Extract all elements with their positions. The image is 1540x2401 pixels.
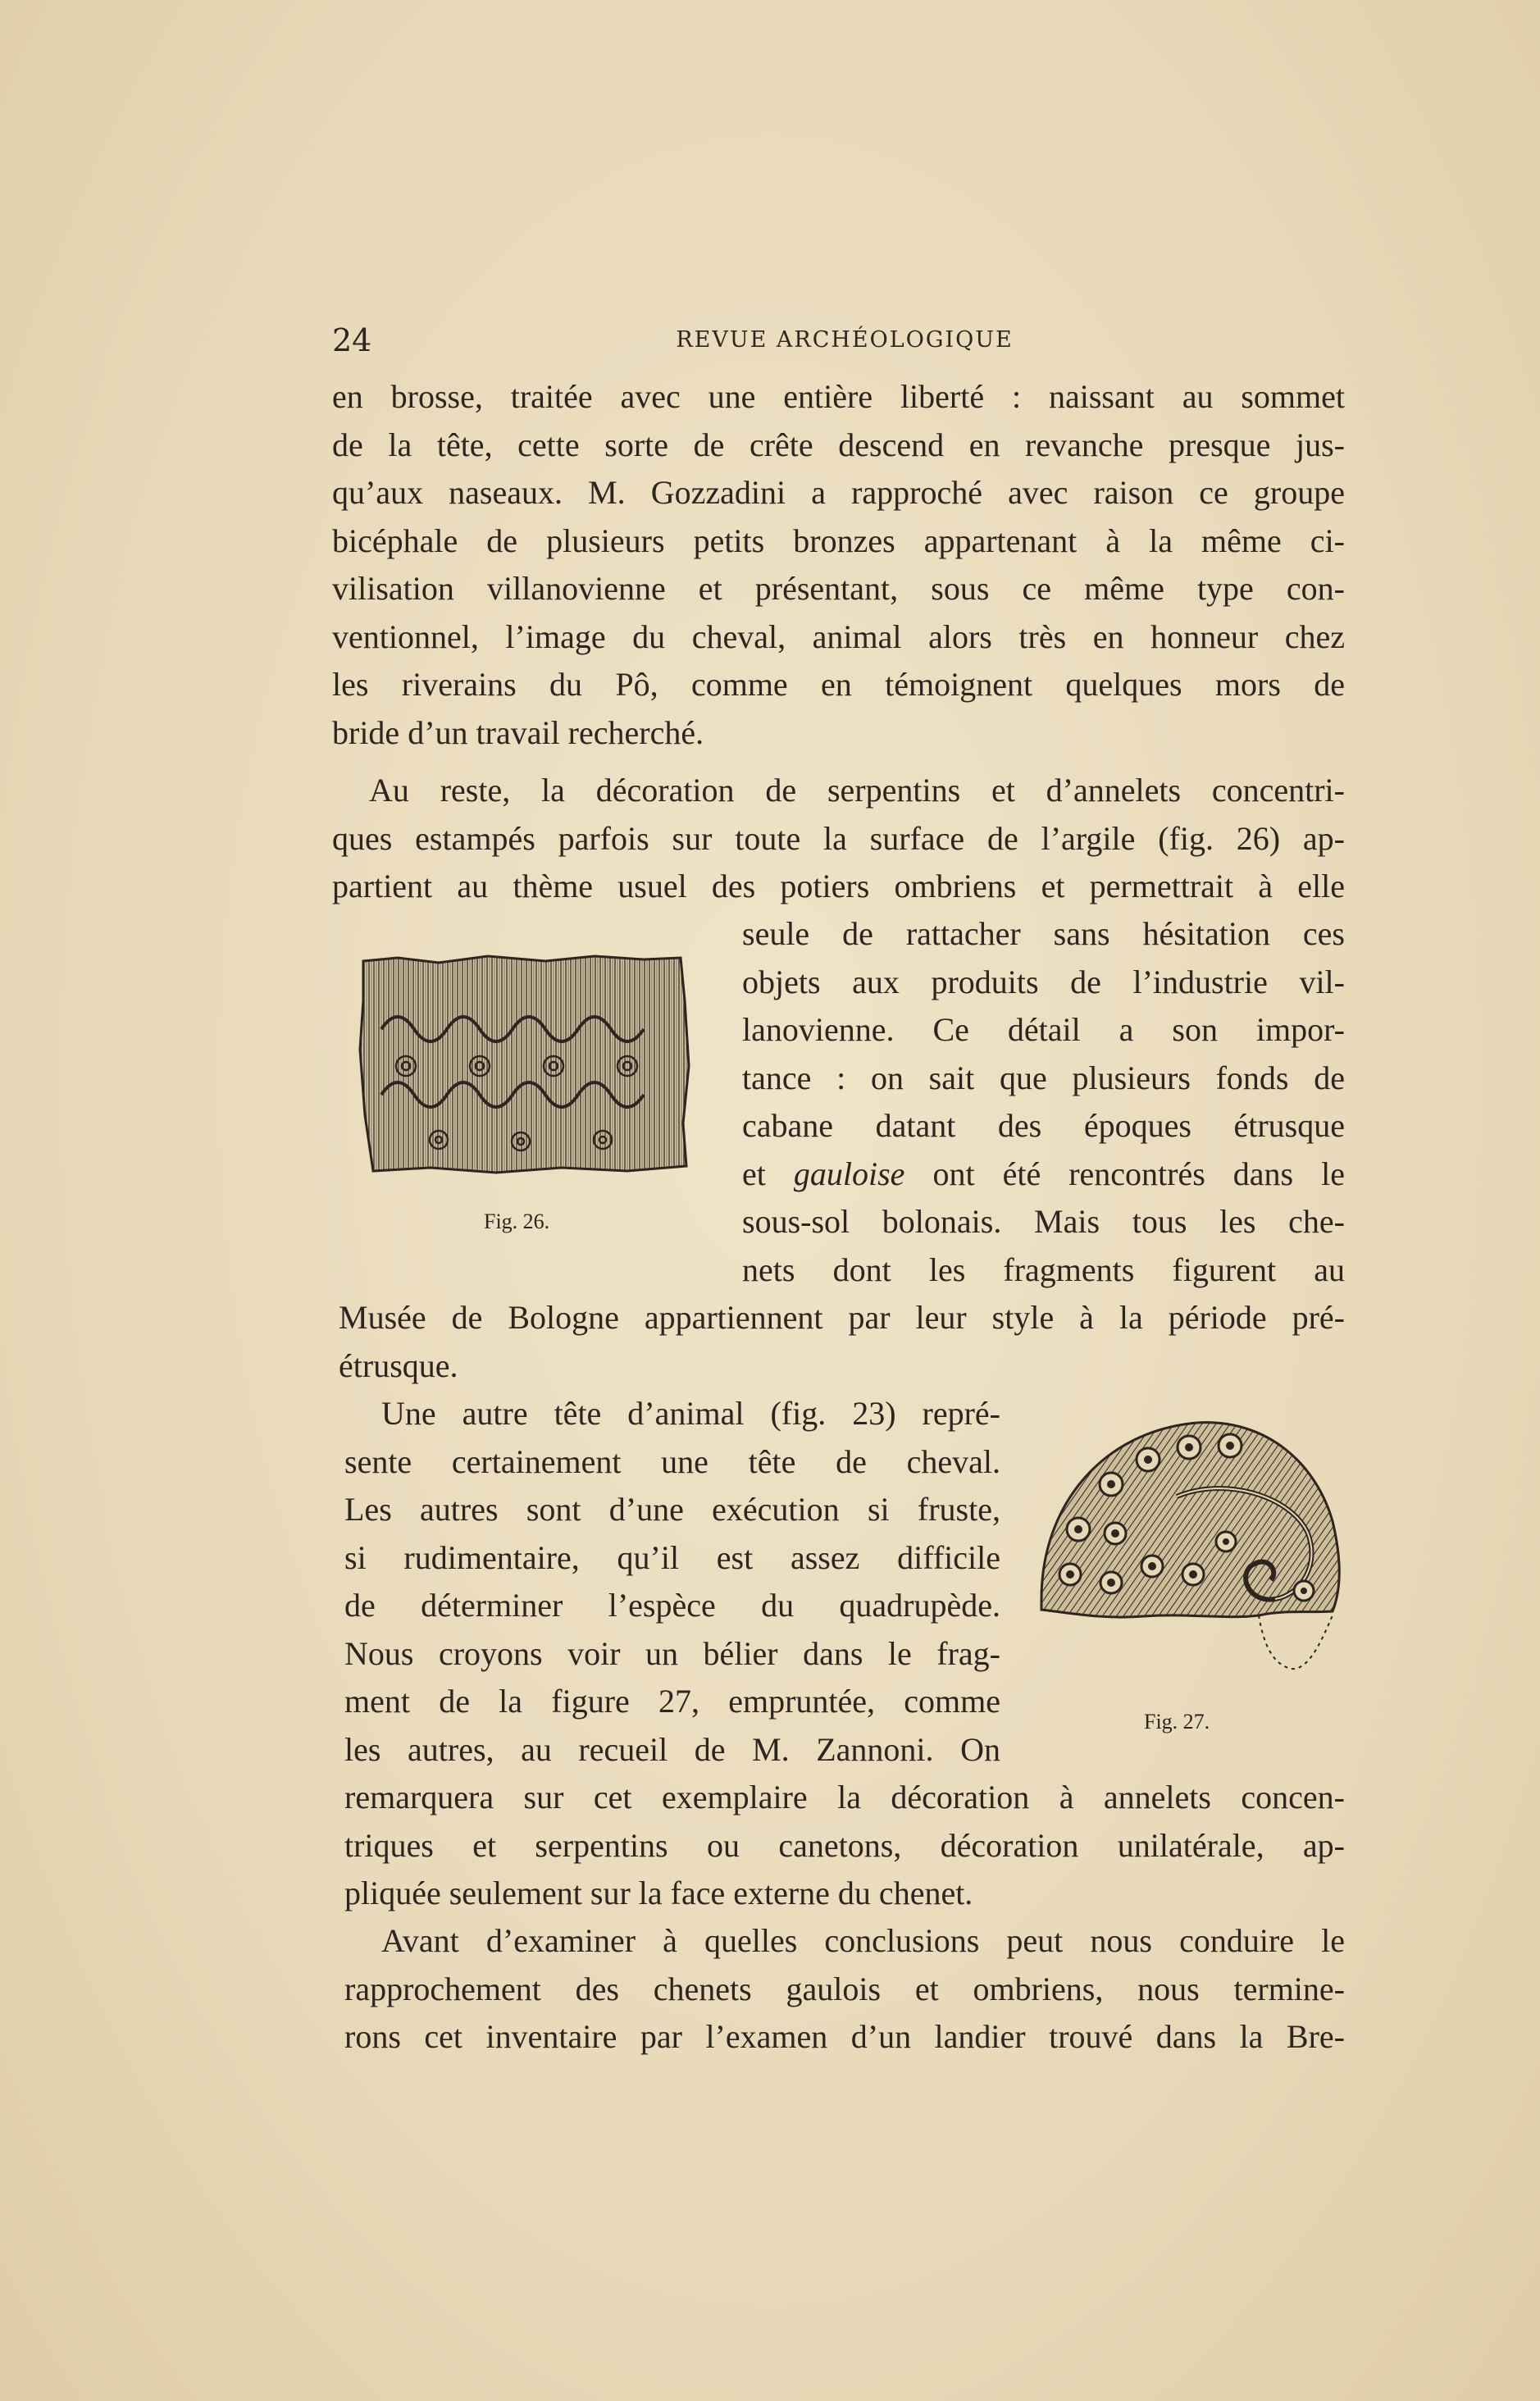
paragraph-4-wrap: [344, 1390, 1000, 1774]
text-line: de déterminer l’espèce du quadrupède.: [344, 1587, 1000, 1624]
text-line: partient au thème usuel des potiers ombriens et permettrait à elle: [332, 868, 1345, 904]
text-line: les autres, au recueil de M. Zannoni. On: [344, 1730, 1000, 1768]
figure-26: [349, 951, 697, 1177]
text-line: triques et serpentins ou canetons, décoration unilatérale, ap-: [344, 1826, 1345, 1864]
running-title: REVUE ARCHÉOLOGIQUE: [676, 327, 1014, 353]
text-line: cabane datant des époques étrusque: [742, 1107, 1345, 1144]
text-line: étrusque.: [339, 1346, 458, 1384]
text-line: pliquée seulement sur la face externe du chenet.: [344, 1875, 973, 1911]
text-line: les riverains du Pô, comme en témoignent quelques mors de: [332, 666, 1345, 703]
paragraph-2: [332, 767, 1345, 911]
text-line: qu’aux naseaux. M. Gozzadini a rapproché avec raison ce groupe: [332, 474, 1345, 511]
paragraph-3-end: [339, 1294, 1345, 1390]
text-line: Musée de Bologne appartiennent par leur style à la période pré-: [339, 1299, 1345, 1336]
running-head: [332, 320, 1357, 361]
text-line: de la tête, cette sorte de crête descend en revanche presque jus-: [332, 426, 1345, 463]
text-line: bride d’un travail recherché.: [332, 713, 704, 751]
text-line: rons cet inventaire par l’examen d’un landier trouvé dans la Bre-: [344, 2018, 1345, 2055]
text-line: ventionnel, l’image du cheval, animal alors très en honneur chez: [332, 617, 1345, 655]
paragraph-5: [344, 1917, 1345, 2062]
text-line: seule de rattacher sans hésitation ces: [742, 915, 1345, 952]
page-number: 24: [332, 322, 372, 358]
text-line: Nous croyons voir un bélier dans le frag-: [344, 1634, 1000, 1672]
paragraph-4-end: [344, 1774, 1345, 1918]
text-line: tance : on sait que plusieurs fonds de: [742, 1059, 1345, 1096]
fig26-engraving-icon: [349, 951, 697, 1177]
text-line: vilisation villanovienne et présentant, sous ce même type con-: [332, 570, 1345, 607]
text-line: Les autres sont d’une exécution si fruste,: [344, 1491, 1000, 1528]
text-line: Une autre tête d’animal (fig. 23) repré-: [381, 1395, 1000, 1432]
text-line: sente certainement une tête de cheval.: [344, 1442, 1000, 1480]
text-line: ment de la figure 27, empruntée, comme: [344, 1683, 1000, 1720]
fig27-caption: Fig. 27.: [1144, 1710, 1210, 1734]
figure-27: [1037, 1398, 1345, 1706]
text-line: si rudimentaire, qu’il est assez difficile: [344, 1538, 1000, 1576]
text-line: rapprochement des chenets gaulois et ombriens, nous termine-: [344, 1970, 1345, 2007]
fig26-caption: Fig. 26.: [484, 1210, 550, 1233]
text-line: Au reste, la décoration de serpentins et d’annelets concentri-: [369, 772, 1345, 809]
text-line: sous-sol bolonais. Mais tous les che-: [742, 1203, 1345, 1240]
text-line: lanovienne. Ce détail a son impor-: [742, 1011, 1345, 1048]
paragraph-3-wrap: [742, 910, 1345, 1294]
text-line: en brosse, traitée avec une entière liberté : naissant au sommet: [332, 378, 1345, 415]
text-line: Avant d’examiner à quelles conclusions peut nous conduire le: [381, 1922, 1345, 1959]
text-line: remarquera sur cet exemplaire la décoration à annelets concen-: [344, 1779, 1345, 1816]
paragraph-1: [332, 373, 1345, 757]
text-line: objets aux produits de l’industrie vil-: [742, 963, 1345, 1000]
fig27-engraving-icon: [1037, 1398, 1345, 1706]
text-line: et gauloise ont été rencontrés dans le: [742, 1155, 1345, 1192]
text-line: bicéphale de plusieurs petits bronzes appartenant à la même ci-: [332, 522, 1345, 559]
text-line: ques estampés parfois sur toute la surface de l’argile (fig. 26) ap-: [332, 819, 1345, 857]
text-line: nets dont les fragments figurent au: [742, 1251, 1345, 1288]
